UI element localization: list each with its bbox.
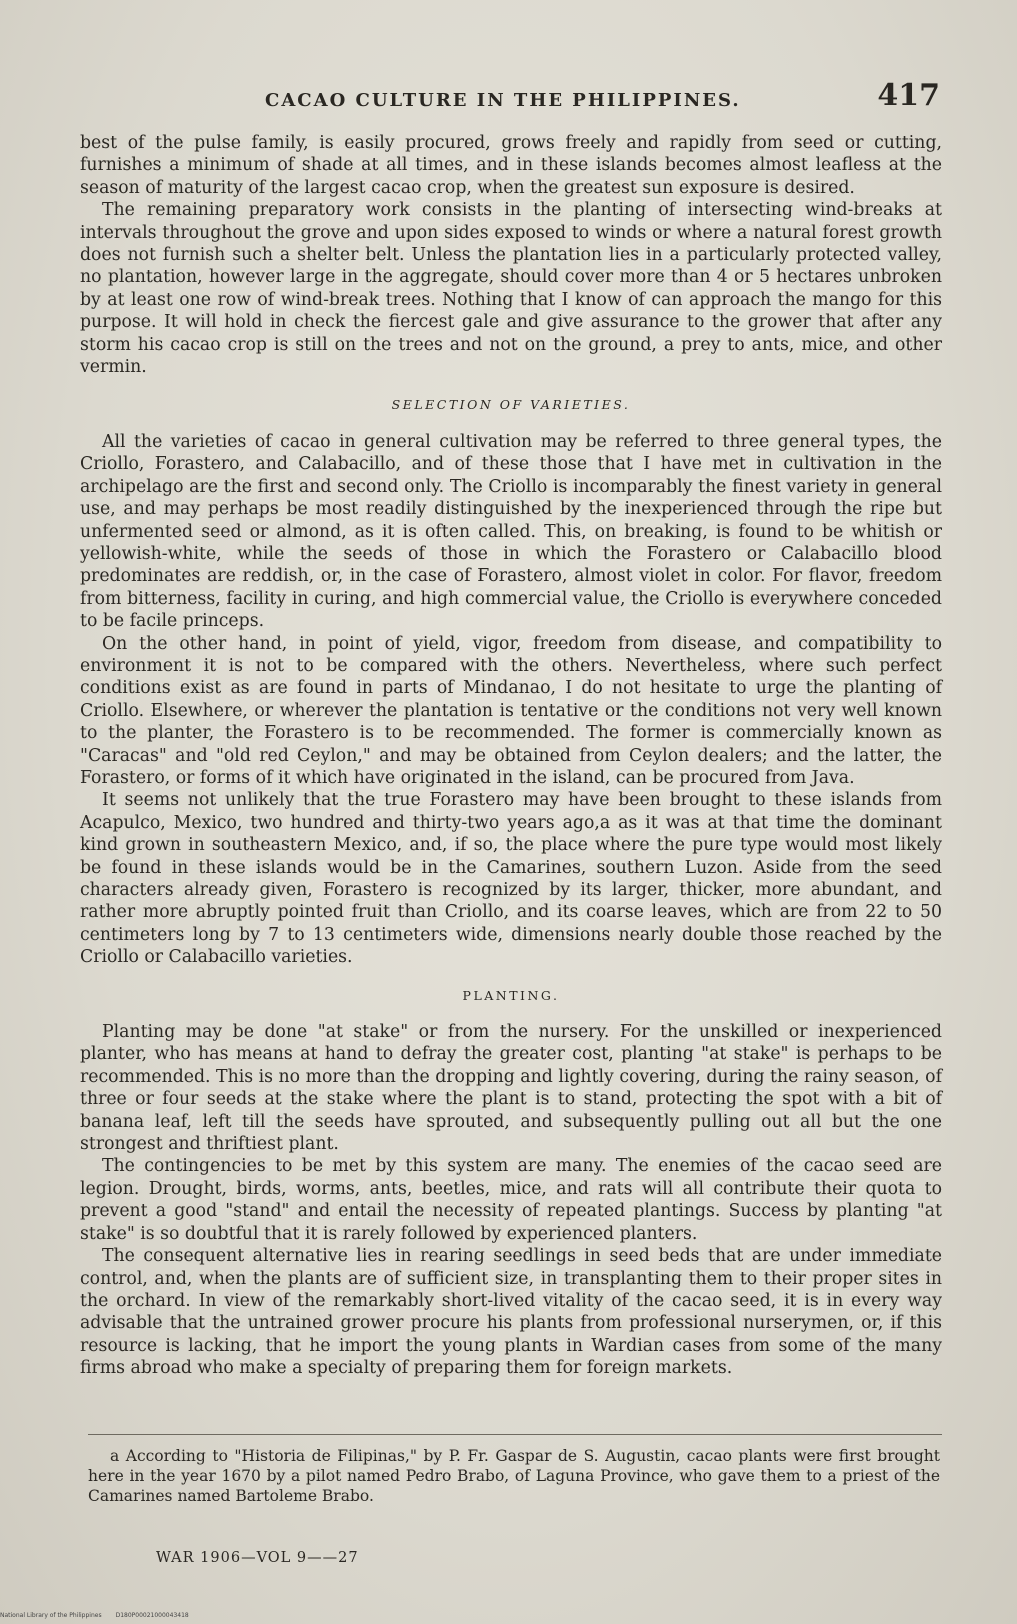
paragraph: The consequent alternative lies in rearing seedlings in seed beds that are under immediate control, and, when the plants are of sufficient size, in transplanting them to their proper sites in the orchard. In view of the remarkably short-lived vitality of the cacao seed, it is in every way advisable that the untrained grower procure his plants from professional nurserymen, or, if this resource is lacking, that he import the young plants in Wardian cases from some of the many firms abroad who make a specialty of preparing them for foreign markets. bbox=[80, 1246, 942, 1379]
paragraph: Planting may be done "at stake" or from the nursery. For the unskilled or inexperienced planter, who has means at hand to defray the greater cost, planting "at stake" is perhaps to be recommended. This is no more than the dropping and lightly covering, during the rainy season, of three or four seeds at the stake where the plant is to stand, protecting the spot with a bit of banana leaf, left till the seeds have sprouted, and subsequently pulling out all but the one strongest and thriftiest plant. bbox=[80, 1022, 942, 1155]
footnote-text: a According to "Historia de Filipinas," by P. Fr. Gaspar de S. Augustin, cacao plants were first brought here in the year 1670 by a pilot named Pedro Brabo, of Laguna Province, who gave them to a priest of the Camarines named Bartoleme Brabo. bbox=[88, 1447, 940, 1505]
library-credit bbox=[0, 1612, 189, 1619]
page-number: 417 bbox=[877, 78, 940, 113]
library-name: National Library of the Philippines bbox=[0, 1612, 102, 1619]
paragraph: The contingencies to be met by this system are many. The enemies of the cacao seed are legion. Drought, birds, worms, ants, beetles, mice, and rats will all contribute their quota to prevent a good "stand" and entail the necessity of repeated plantings. Success by planting "at stake" is so doubtful that it is rarely followed by experienced planters. bbox=[80, 1156, 942, 1244]
footnote bbox=[88, 1446, 940, 1506]
paragraph: It seems not unlikely that the true Forastero may have been brought to these islands from Acapulco, Mexico, two hundred and thirty-two years ago,a as it was at that time the dominant kind grown in southeastern Mexico, and, if so, the place where the pure type would most likely be found in these islands would be in the Camarines, southern Luzon. Aside from the seed characters already given, Forastero is recognized by its larger, thicker, more abundant, and rather more abruptly pointed fruit than Criollo, and its coarse leaves, which are from 22 to 50 centimeters long by 7 to 13 centimeters wide, dimensions nearly double those reached by the Criollo or Calabacillo varieties. bbox=[80, 790, 942, 968]
paragraph: The remaining preparatory work consists in the planting of intersecting wind-breaks at intervals throughout the grove and upon sides exposed to winds or where a natural forest growth does not furnish such a shelter belt. Unless the plantation lies in a particularly protected valley, no plantation, however large in the aggregate, should cover more than 4 or 5 hectares unbroken by at least one row of wind-break trees. Nothing that I know of can approach the mango for this purpose. It will hold in check the fiercest gale and give assurance to the grower that after any storm his cacao crop is still on the trees and not on the ground, a prey to ants, mice, and other vermin. bbox=[80, 200, 942, 378]
section-heading-varieties: SELECTION OF VARIETIES. bbox=[391, 397, 631, 413]
running-head: CACAO CULTURE IN THE PHILIPPINES. bbox=[265, 90, 741, 111]
paragraph: On the other hand, in point of yield, vigor, freedom from disease, and compatibility to environment it is not to be compared with the others. Nevertheless, where such perfect conditions exist as are found in parts of Mindanao, I do not hesitate to urge the planting of Criollo. Elsewhere, or wherever the plantation is tentative or the conditions not very well known to the planter, the Forastero is to be recommended. The former is commercially known as "Caracas" and "old red Ceylon," and may be obtained from Ceylon dealers; and the latter, the Forastero, or forms of it which have originated in the island, can be procured from Java. bbox=[80, 633, 942, 788]
paragraph: best of the pulse family, is easily procured, grows freely and rapidly from seed or cutting, furnishes a minimum of shade at all times, and in these islands becomes almost leafless at the season of maturity of the largest cacao crop, when the greatest sun exposure is desired. bbox=[80, 133, 942, 198]
section-heading-planting: PLANTING. bbox=[462, 987, 560, 1003]
paragraph: All the varieties of cacao in general cultivation may be referred to three general types, the Criollo, Forastero, and Calabacillo, and of these those that I have met in cultivation in the archipelago are the first and second only. The Criollo is incomparably the finest variety in general use, and may perhaps be most readily distinguished by the inexperienced through the ripe but unfermented seed or almond, as it is often called. This, on breaking, is found to be whitish or yellowish-white, while the seeds of those in which the Forastero or Calabacillo blood predominates are reddish, or, in the case of Forastero, almost violet in color. For flavor, freedom from bitterness, facility in curing, and high commercial value, the Criollo is everywhere conceded to be facile princeps. bbox=[80, 431, 942, 632]
body-text bbox=[80, 132, 942, 1380]
footnote-divider bbox=[88, 1434, 942, 1435]
signature-line: WAR 1906—VOL 9——27 bbox=[156, 1550, 359, 1566]
page-header bbox=[80, 78, 940, 118]
library-code: D180P00021000043418 bbox=[115, 1612, 189, 1619]
